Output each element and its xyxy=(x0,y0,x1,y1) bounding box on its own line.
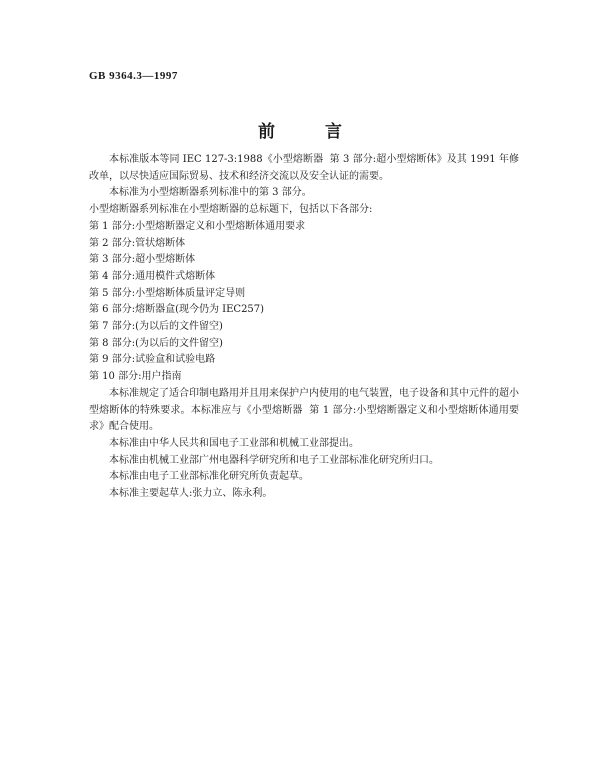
part-item: 第 4 部分:通用模件式熔断体 xyxy=(89,270,216,282)
paragraph-equivalence: 本标准版本等同 IEC 127-3:1988《小型熔断器 第 3 部分:超小型熔断体》及其 1991 年修改单，以尽快适应国际贸易、技术和经济交流以及安全认证的需要。 xyxy=(89,154,519,182)
part-item: 第 2 部分:管状熔断体 xyxy=(89,237,186,249)
paragraph-drafted-by: 本标准由电子工业部标准化研究所负责起草。 xyxy=(109,471,309,483)
part-item: 第 1 部分:小型熔断器定义和小型熔断体通用要求 xyxy=(89,220,306,232)
paragraph-scope: 本标准规定了适合印制电路用并且用来保护户内使用的电气装置，电子设备和其中元件的超小型熔断体的特殊要求。本标准应与《小型熔断器 第 1 部分:小型熔断器定义和小型熔断体通用要求》配合使用。 xyxy=(89,387,519,433)
paragraph-series-intro: 小型熔断器系列标准在小型熔断器的总标题下，包括以下各部分: xyxy=(89,204,373,216)
part-item: 第 9 部分:试验盒和试验电路 xyxy=(89,354,216,366)
paragraph-managed-by: 本标准由机械工业部广州电器科学研究所和电子工业部标准化研究所归口。 xyxy=(109,454,439,466)
part-item: 第 10 部分:用户指南 xyxy=(89,371,182,383)
part-item: 第 3 部分:超小型熔断体 xyxy=(89,254,196,266)
part-item: 第 8 部分:(为以后的文件留空) xyxy=(89,337,223,349)
paragraph-series-part: 本标准为小型熔断器系列标准中的第 3 部分。 xyxy=(109,187,312,199)
part-item: 第 7 部分:(为以后的文件留空) xyxy=(89,321,223,333)
document-body xyxy=(89,152,519,503)
paragraph-drafters: 本标准主要起草人:张力立、陈永利。 xyxy=(109,488,273,500)
document-code: GB 9364.3—1997 xyxy=(89,70,178,82)
paragraph-proposed-by: 本标准由中华人民共和国电子工业部和机械工业部提出。 xyxy=(109,437,359,449)
part-item: 第 5 部分:小型熔断体质量评定导则 xyxy=(89,287,246,299)
page-title: 前 言 xyxy=(258,122,364,142)
part-item: 第 6 部分:熔断器盒(现今仍为 IEC257) xyxy=(89,304,265,316)
